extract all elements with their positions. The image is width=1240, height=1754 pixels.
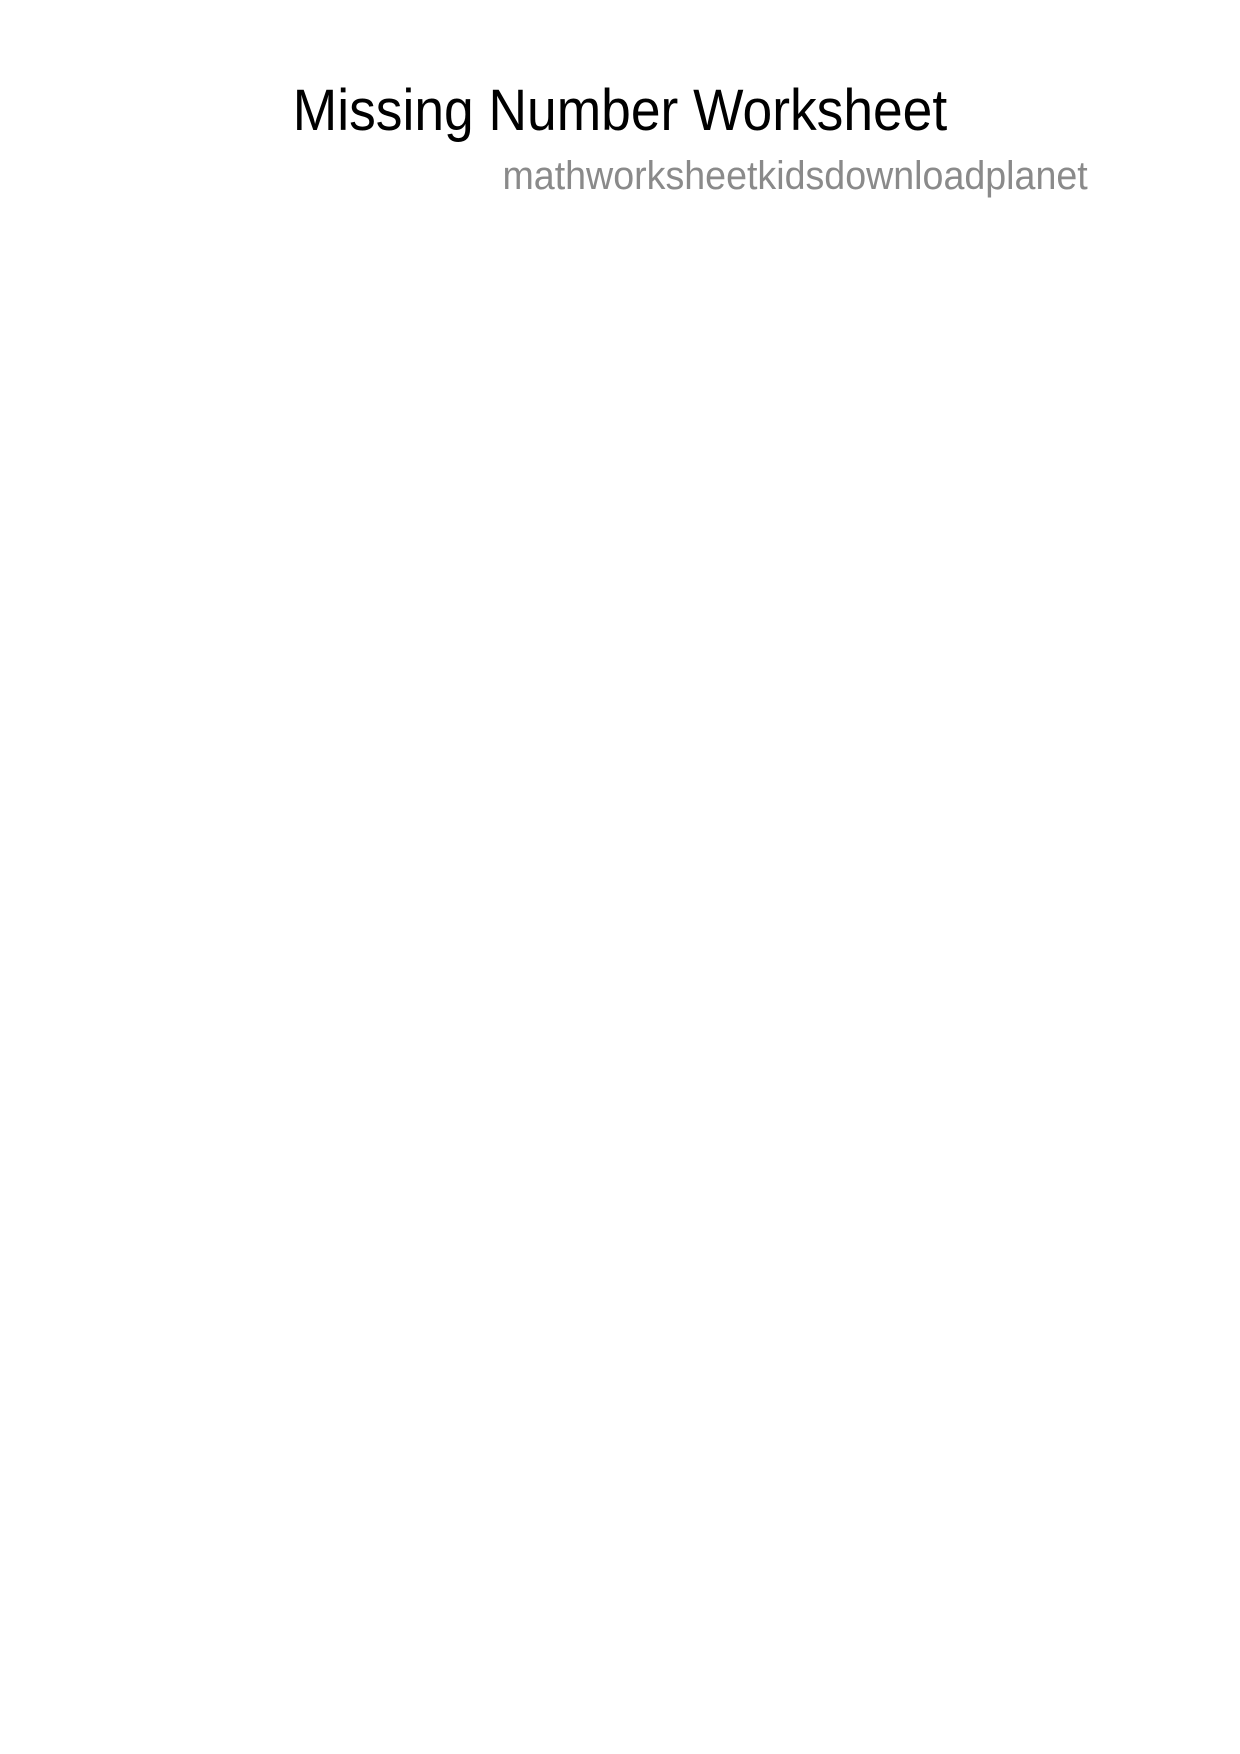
- worksheet-header: [0, 78, 1240, 200]
- page-title: Missing Number Worksheet: [292, 78, 948, 143]
- site-watermark: mathworksheetkidsdownloadplanet: [502, 154, 1088, 198]
